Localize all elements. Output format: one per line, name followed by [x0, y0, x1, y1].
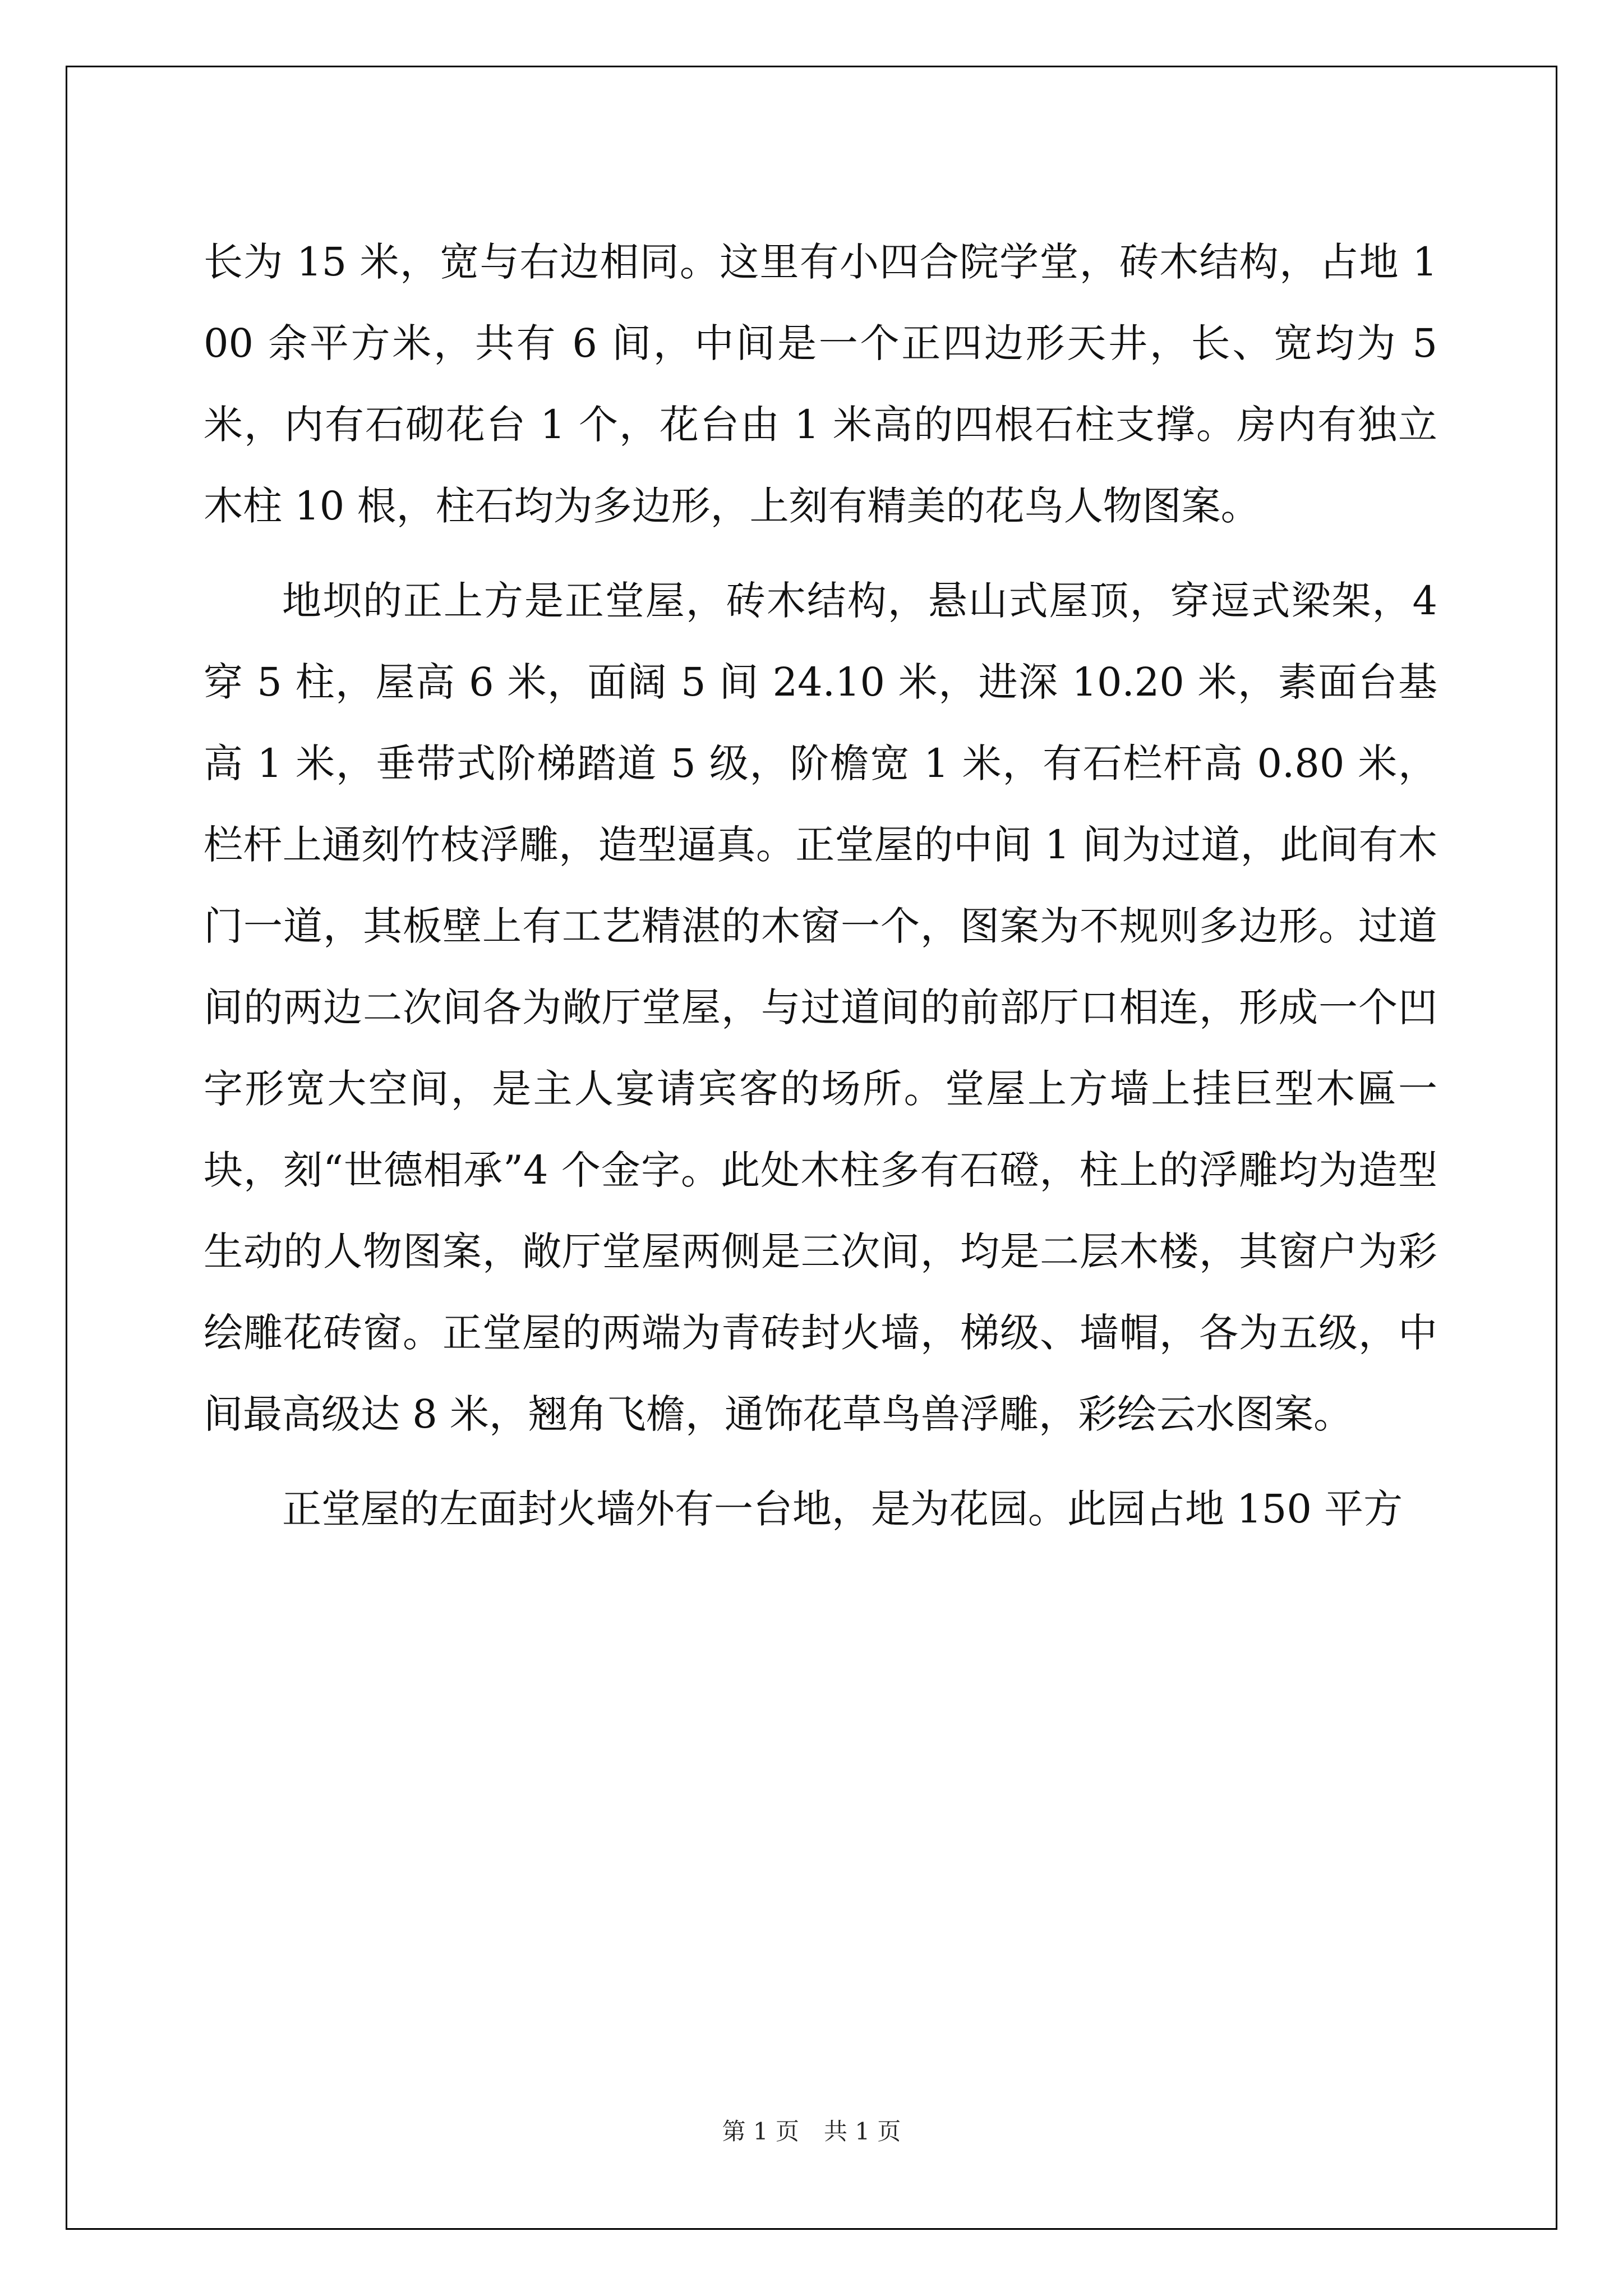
paragraph-1: 长为 15 米，宽与右边相同。这里有小四合院学堂，砖木结构，占地 100 余平方米，共有 6 间，中间是一个正四边形天井，长、宽均为 5 米，内有石砌花台 1 个，花台由 1 米高的四根石柱支撑。房内有独立木柱 10 根，柱石均为多边形，上刻有精美的花鸟人物图案。 — [204, 239, 1437, 529]
page-number-current: 第 1 页 — [722, 2118, 799, 2145]
page-footer — [0, 2116, 1623, 2147]
document-body — [204, 222, 1437, 1977]
page-number-total: 共 1 页 — [824, 2118, 901, 2145]
paragraph-2: 地坝的正上方是正堂屋，砖木结构，悬山式屋顶，穿逗式梁架，4 穿 5 柱，屋高 6 米，面阔 5 间 24.10 米，进深 10.20 米，素面台基高 1 米，垂带式阶梯踏道 5 级，阶檐宽 1 米，有石栏杆高 0.80 米，栏杆上通刻竹枝浮雕，造型逼真。正堂屋的中间 1 间为过道，此间有木门一道，其板壁上有工艺精湛的木窗一个，图案为不规则多边形。过道间的两边二次间各为敞厅堂屋，与过道间的前部厅口相连，形成一个凹字形宽大空间，是主人宴请宾客的场所。堂屋上方墙上挂巨型木匾一块，刻“世德相承”4 个金字。此处木柱多有石磴，柱上的浮雕均为造型生动的人物图案，敞厅堂屋两侧是三次间，均是二层木楼，其窗户为彩绘雕花砖窗。正堂屋的两端为青砖封火墙，梯级、墙帽，各为五级，中间最高级达 8 米，翘角飞檐，通饰花草鸟兽浮雕，彩绘云水图案。 — [204, 578, 1437, 1437]
paragraph-3: 正堂屋的左面封火墙外有一台地，是为花园。此园占地 150 平方 — [282, 1486, 1403, 1532]
